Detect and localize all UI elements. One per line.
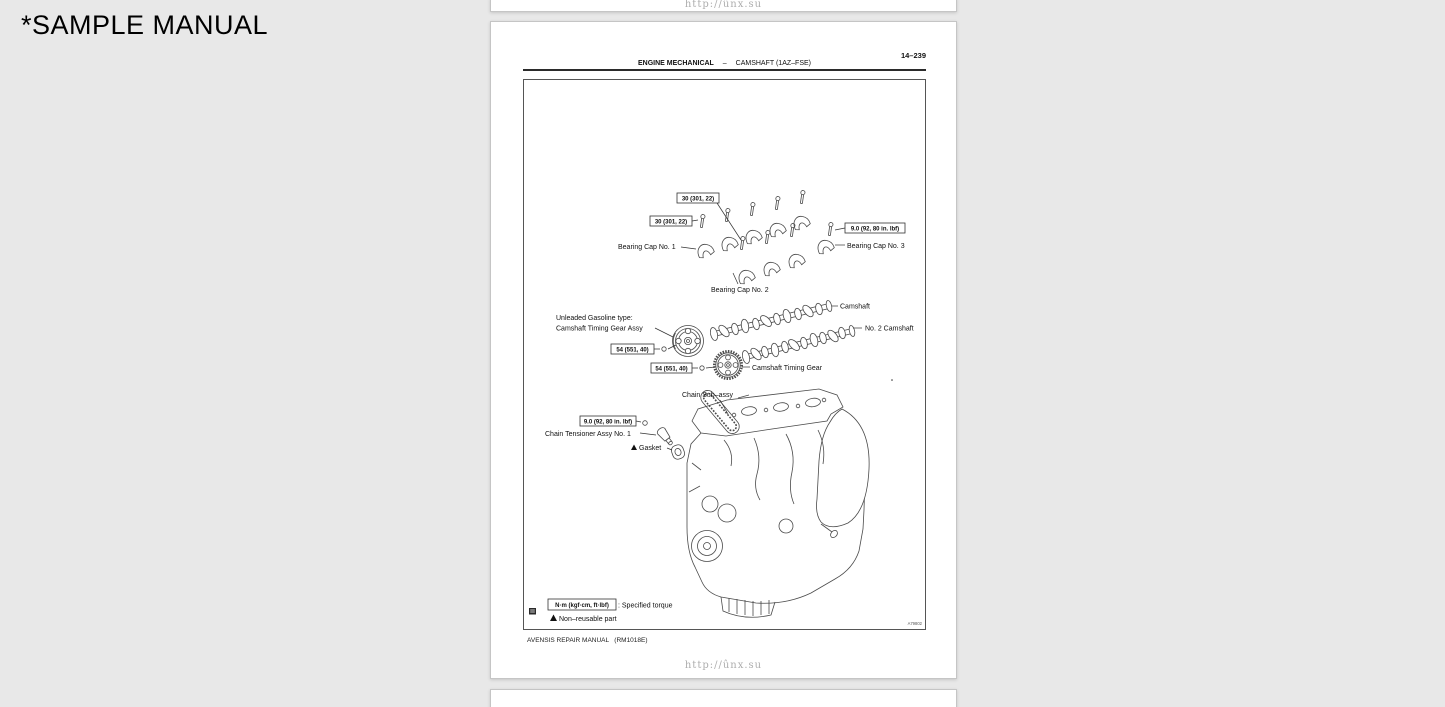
bearing-cap-2-label: Bearing Cap No. 2: [711, 287, 769, 294]
figure-code: A79802: [907, 621, 922, 626]
figure-stamp-icon: [529, 608, 536, 615]
engine-block-drawing: [687, 389, 869, 617]
figure-frame: [523, 79, 926, 630]
camshaft-timing-gear-label: Camshaft Timing Gear: [752, 365, 823, 372]
torque-9-label: 9.0 (92, 80 in. lbf): [850, 226, 900, 233]
no2-camshaft-label: No. 2 Camshaft: [865, 325, 914, 333]
chain-tensioner-drawing: [656, 426, 675, 447]
camshaft-timing-gear-drawing: [714, 351, 742, 379]
torque-9-label: 9.0 (92, 80 in. lbf): [583, 419, 633, 426]
page-header: [523, 60, 926, 67]
previous-page-sliver: [490, 0, 957, 12]
bearing-cap-1-label: Bearing Cap No. 1: [618, 244, 676, 251]
unleaded-type-label-line2: Camshaft Timing Gear Assy: [556, 325, 643, 333]
page-number: 14–239: [900, 51, 926, 60]
header-topic: CAMSHAFT (1AZ–FSE): [735, 60, 811, 67]
next-page-sliver: [490, 689, 957, 707]
camshaft-timing-gear-assy-drawing: [673, 326, 704, 357]
watermark-url: http://ûnx.su: [684, 660, 763, 671]
camshaft-label: Camshaft: [840, 303, 870, 311]
non-reusable-triangle-icon: [550, 615, 557, 622]
bearing-caps-drawing: [695, 214, 835, 285]
torque-54-label: 54 (551, 40): [616, 347, 649, 354]
chain-sub-assy-label: Chain Sub–assy: [682, 392, 733, 399]
sample-manual-overlay-title: *SAMPLE MANUAL: [21, 10, 269, 40]
unleaded-type-label-line1: Unleaded Gasoline type:: [556, 315, 633, 322]
legend-torque-unit-label: N·m (kgf·cm, ft·lbf): [555, 603, 609, 609]
header-section: ENGINE MECHANICAL: [638, 60, 714, 67]
gasket-drawing: [670, 443, 686, 460]
torque-30-label: 30 (301, 22): [681, 196, 715, 203]
legend-non-reusable: Non–reusable part: [559, 616, 617, 623]
chain-tensioner-label: Chain Tensioner Assy No. 1: [545, 431, 631, 438]
manual-footer: AVENSIS REPAIR MANUAL (RM1018E): [527, 637, 648, 644]
watermark-url: http://ûnx.su: [684, 0, 763, 10]
non-reusable-triangle-icon: [631, 445, 637, 451]
legend-torque-desc: : Specified torque: [618, 602, 673, 610]
no2-camshaft-drawing: [741, 325, 856, 364]
torque-30-label: 30 (301, 22): [654, 219, 688, 226]
manual-page: [490, 21, 957, 679]
bearing-cap-3-label: Bearing Cap No. 3: [847, 243, 905, 250]
camshaft-exploded-diagram: [524, 80, 925, 629]
gasket-label: Gasket: [639, 445, 662, 452]
header-separator: –: [722, 60, 727, 67]
header-rule: [523, 69, 926, 71]
torque-54-label: 54 (551, 40): [655, 366, 688, 373]
